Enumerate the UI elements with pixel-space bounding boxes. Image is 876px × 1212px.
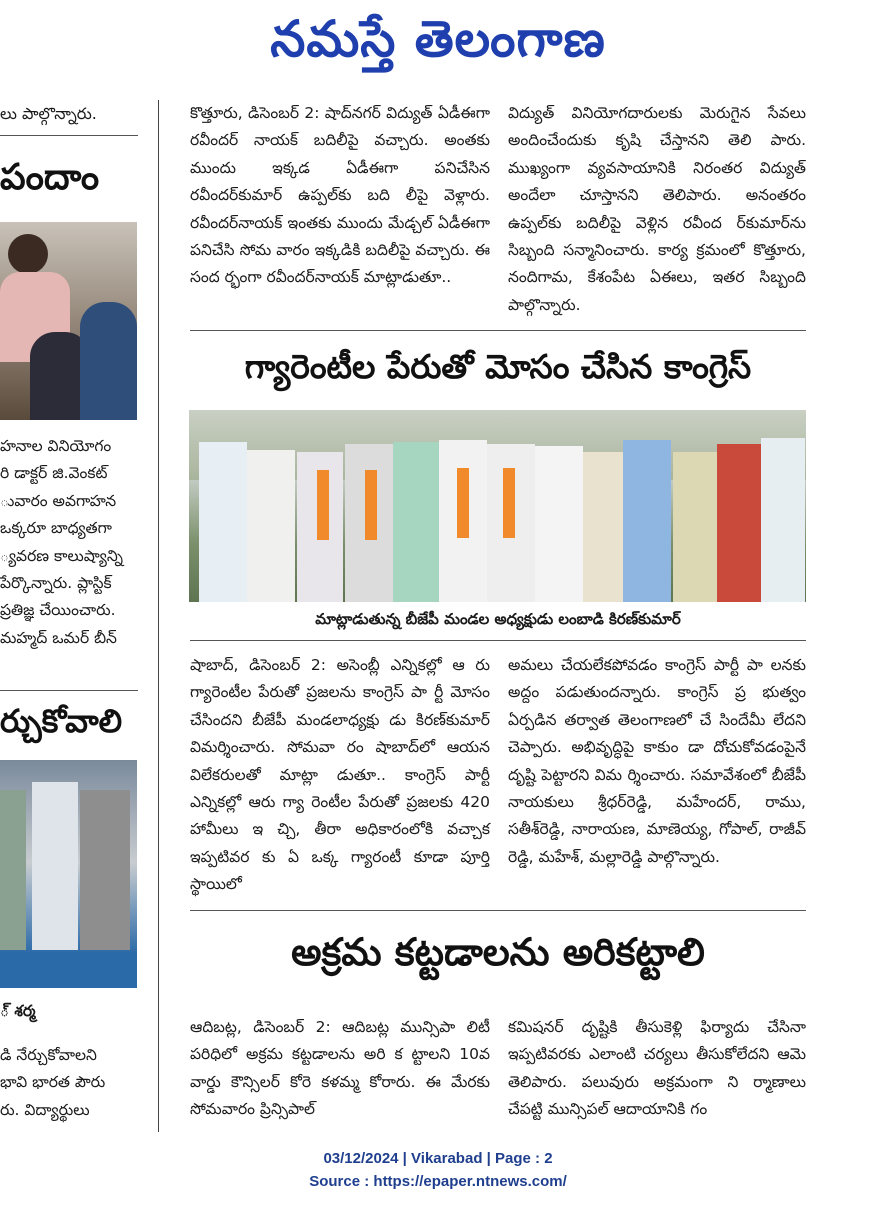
story2-column-2 (508, 652, 806, 871)
story2-photo-caption: మాట్లాడుతున్న బీజేపీ మండల అధ్యక్షుడు లంబాడి కిరణ్‌కుమార్ (315, 610, 681, 628)
left-bottom-text (0, 1042, 140, 1124)
byline: ్ శర్మ (0, 1002, 36, 1020)
person-figure (535, 446, 583, 602)
person-figure (673, 452, 717, 602)
text-line: రి డాక్టర్ జి.వెంకట్ (0, 464, 108, 483)
person-figure (80, 302, 137, 420)
person-figure (0, 790, 26, 950)
text-line: రు. విద్యార్థులు (0, 1100, 90, 1119)
story3-column-1 (190, 1014, 490, 1132)
divider (190, 330, 806, 331)
story2-text: అమలు చేయలేకపోవడం కాంగ్రెస్ పార్టీ పా లనకు అద్దం పడుతుందన్నారు. కాంగ్రెస్ ప్ర భుత్వం ఏర్పడిన తర్వాత తెలంగాణలో చే సిందేమీ లేదని చెప్పారు. అభివృద్ధిపై కాకుం డా దోచుకోవడంపైనే దృష్టి పెట్టారని విమ ర్శించారు. సమావేశంలో బీజేపీ నాయకులు శ్రీధర్‌రెడ్డి, మహేందర్, రాము, సతీశ్‌రెడ్డి, నారాయణ, మాణెయ్య, గోపాల్, రాజీవ్ రెడ్డి, మహేశ్, మల్లారెడ్డి పాల్గొన్నారు. (508, 656, 806, 866)
saffron-scarf (365, 470, 377, 540)
text-line: లు పాల్గొన్నారు. (0, 104, 97, 123)
story3-headline: అక్రమ కట్టడాలను అరికట్టాలి (291, 930, 705, 974)
story2-photo (189, 410, 806, 602)
story2-column-1 (190, 652, 490, 899)
text-line: పేర్కొన్నారు. ప్లాస్టిక్ (0, 574, 112, 593)
person-figure (199, 442, 247, 602)
text-line: ్యవరణ కాలుష్యాన్ని (0, 546, 124, 565)
story3-text: ఆదిబట్ల, డిసెంబర్ 2: ఆదిబట్ల మున్సిపా లిటీ పరిధిలో అక్రమ కట్టడాలను అరి క ట్టాలని 10వ వార్డు కౌన్సిలర్ కోరె కళమ్మ కోరారు. ఈ మేరకు సోమవారం ప్రిన్సిపాల్ (190, 1018, 490, 1119)
left-photo-2 (0, 760, 137, 988)
text-line: హనాల వినియోగం (0, 437, 112, 455)
left-column-top-line (0, 100, 140, 127)
text-line: డి నేర్చుకోవాలని (0, 1046, 97, 1064)
left-byline (0, 998, 140, 1025)
left-headline-1: పందాం (0, 157, 100, 198)
footer-source-link[interactable]: Source : https://epaper.ntnews.com/ (309, 1173, 567, 1190)
divider (190, 640, 806, 641)
left-photo-1 (0, 222, 137, 420)
person-figure (717, 444, 761, 602)
text-line: ువారం అవగాహన (0, 491, 117, 510)
saffron-scarf (503, 468, 515, 538)
saffron-scarf (457, 468, 469, 538)
saffron-scarf (317, 470, 329, 540)
left-column-text (0, 433, 140, 652)
text-line: ప్రతిజ్ఞ చేయించారు. (0, 601, 116, 620)
story1-column-1 (190, 100, 490, 292)
story2-headline: గ్యారెంటీల పేరుతో మోసం చేసిన కాంగ్రెస్ (244, 347, 752, 386)
person-figure (247, 450, 295, 602)
story3-column-2 (508, 1014, 806, 1132)
person-figure (80, 790, 130, 950)
story1-text: కొత్తూరు, డిసెంబర్ 2: షాద్‌నగర్ విద్యుత్ ఏడీఈగా రవీందర్ నాయక్ బదిలీపై వచ్చారు. అంతకు ముందు ఇక్కడ ఏడీఈగా పనిచేసిన రవీందర్‌కుమార్ ఉప్పల్‌కు బది లీపై వెళ్లారు. రవీందర్‌నాయక్ ఇంతకు ముందు మేడ్చల్ ఏడీఈగా పనిచేసి సోమ వారం ఇక్కడికి బదిలీపై వచ్చారు. ఈ సంద ర్భంగా రవీందర్‌నాయక్ మాట్లాడుతూ.. (190, 104, 490, 287)
text-line: మహ్మద్ ఒమర్ బీన్ (0, 628, 117, 647)
story1-column-2 (508, 100, 806, 319)
person-figure (8, 234, 48, 274)
divider (190, 910, 806, 911)
story2-text: షాబాద్, డిసెంబర్ 2: అసెంబ్లీ ఎన్నికల్లో ఆ రు గ్యారెంటీల పేరుతో ప్రజలను కాంగ్రెస్ పా ర్టీ మోసం చేసిందని బీజేపీ మండలాధ్యక్షు డు కిరణ్‌కుమార్ విమర్శించారు. సోమవా రం షాబాద్‌లో ఆయన విలేకరులతో మాట్లా డుతూ.. కాంగ్రెస్ పార్టీ ఎన్నికల్లో ఆరు గ్యా రెంటీల పేరుతో ప్రజలకు 420 హామీలు ఇ చ్చి, తీరా అధికారంలోకి వచ్చాక ఇప్పటివర కు ఏ ఒక్క గ్యారంటీ కూడా పూర్తి స్థాయిలో (190, 656, 490, 894)
divider (0, 135, 138, 136)
column-separator (158, 100, 159, 1132)
left-headline-2: ర్చుకోవాలి (0, 702, 123, 740)
person-figure (583, 452, 623, 602)
footer-date-edition: 03/12/2024 | Vikarabad | Page : 2 (323, 1150, 553, 1167)
divider (0, 690, 138, 691)
text-line: ఒక్కరూ బాధ్యతగా (0, 519, 112, 538)
story3-text: కమిషనర్ దృష్టికి తీసుకెళ్లి ఫిర్యాదు చేసినా ఇప్పటివరకు ఎలాంటి చర్యలు తీసుకోలేదని ఆమె తెలిపారు. పలువురు అక్రమంగా ని ర్మాణాలు చేపట్టి మున్సిపల్ ఆదాయానికి గం (508, 1018, 806, 1119)
person-figure (32, 782, 78, 950)
person-figure (393, 442, 439, 602)
masthead (0, 0, 876, 78)
newspaper-title: నమస్తే తెలంగాణ (270, 10, 606, 68)
person-figure (623, 440, 671, 602)
person-figure (761, 438, 805, 602)
story1-text: విద్యుత్ వినియోగదారులకు మెరుగైన సేవలు అందించేందుకు కృషి చేస్తానని తెలి పారు. ముఖ్యంగా వ్యవసాయానికి నిరంతర విద్యుత్ అందేలా చూస్తానని తెలిపారు. అనంతరం ఉప్పల్‌కు బదిలీపై వెళ్లిన రవీంద ర్‌కుమార్‌ను సిబ్బంది సన్మానించారు. కార్య క్రమంలో కొత్తూరు, నందిగామ, కేశంపేట ఏఈలు, ఇతర సిబ్బంది పాల్గొన్నారు. (508, 104, 806, 314)
text-line: భావి భారత పౌరు (0, 1073, 106, 1092)
